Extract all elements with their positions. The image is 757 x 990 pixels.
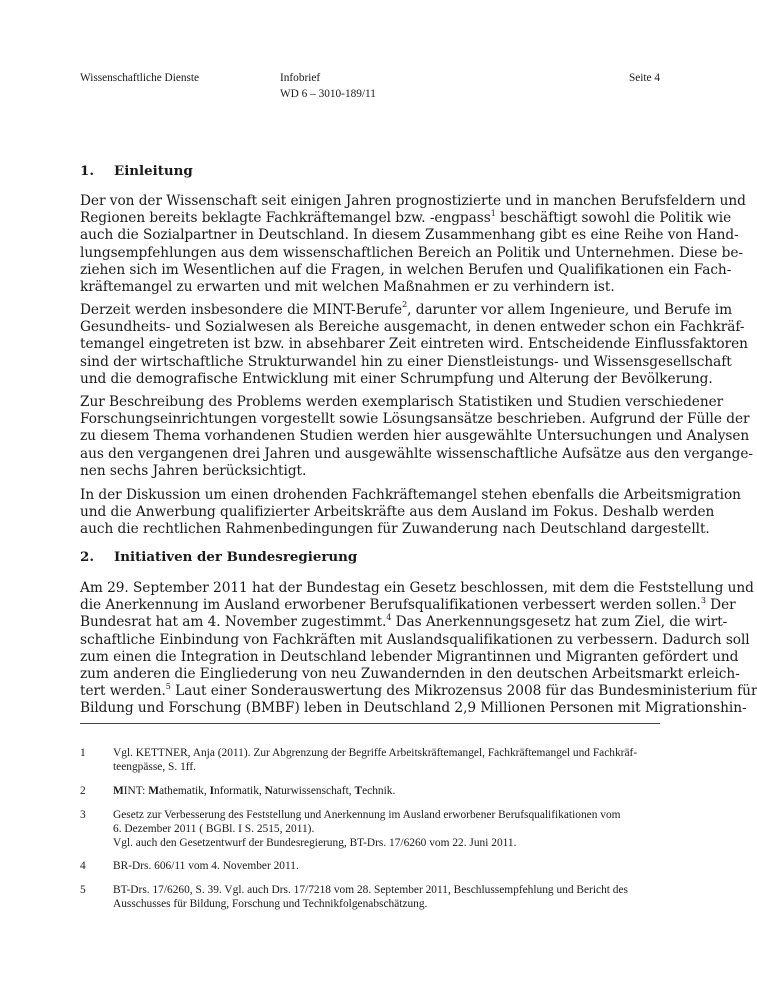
footnote-number: 3 (80, 809, 86, 821)
section-title: Einleitung (114, 163, 193, 179)
header-doc-info (280, 70, 376, 102)
text-line: sind der wirtschaftliche Strukturwandel hin zu einer Dienstleistungs- und Wissensgesellschaft (80, 353, 732, 370)
text-line: temangel eingetreten ist bzw. in absehbarer Zeit eintreten wird. Entscheidende Einflussfaktoren (80, 336, 748, 353)
text-line: lungsempfehlungen aus dem wissenschaftlichen Bereich an Politik und Unternehmen. Diese be- (80, 244, 743, 261)
text-line: Bundesrat hat am 4. November zugestimmt.$^4$ Das Anerkennungsgesetz hat zum Ziel, die wirt- (80, 612, 728, 631)
footnote-1 (80, 746, 660, 774)
footnote-ref[interactable]: 2 (402, 300, 408, 310)
text-line: Am 29. September 2011 hat der Bundestag ein Gesetz beschlossen, mit dem die Feststellung und (80, 580, 754, 596)
text-line: und die Anwerbung qualifizierter Arbeitskräfte aus dem Ausland im Fokus. Deshalb werden (80, 504, 715, 521)
footnote-number: 2 (80, 785, 86, 797)
footnote-divider (80, 723, 660, 724)
text-line: zu diesem Thema vorhandenen Studien werden hier ausgewählte Untersuchungen und Analysen (80, 428, 750, 445)
text-line: und die demografische Entwicklung mit einer Schrumpfung und Alterung der Bevölkerung. (80, 370, 713, 387)
text-line: Gesundheits- und Sozialwesen als Bereiche ausgemacht, in denen entweder schon ein Fachkräf- (80, 319, 745, 336)
footnote-5 (80, 883, 660, 911)
footnote-text: Gesetz zur Verbesserung des Feststellung und Anerkennung im Ausland erworbener Berufsqualifikationen vom 6. Dezember 2011 ( BGBl. I S. 2515, 2011). Vgl. auch den Gesetzentwurf der Bundesregierung, BT-Drs. 17/6260 vom 22. Juni 2011. (113, 809, 621, 850)
footnote-number: 4 (80, 860, 86, 872)
footnote-3 (80, 808, 660, 851)
footnote-number: 1 (80, 747, 86, 759)
footnote-text: BT-Drs. 17/6260, S. 39. Vgl. auch Drs. 17/7218 vom 28. September 2011, Beschlussempfehlung und Bericht des Ausschusses für Bildung, Forschung und Technikfolgenabschätzung. (113, 884, 628, 911)
paragraph-3 (80, 394, 753, 480)
paragraph-4 (80, 487, 741, 539)
text-line: In der Diskussion um einen drohenden Fachkräftemangel stehen ebenfalls die Arbeitsmigration (80, 487, 741, 503)
text-line: aus den vergangenen drei Jahren und ausgewählte wissenschaftliche Aufsätze aus den vergange- (80, 445, 753, 462)
text-line: auch die rechtlichen Rahmenbedingungen für Zuwanderung nach Deutschland dargestellt. (80, 521, 710, 538)
header-page-number: Seite 4 (628, 72, 660, 84)
section-heading-initiativen (80, 549, 357, 565)
text-line: tert werden.$^5$ Laut einer Sonderauswertung des Mikrozensus 2008 für das Bundesministerium für (80, 681, 757, 700)
footnote-text: Vgl. KETTNER, Anja (2011). Zur Abgrenzung der Begriffe Arbeitskräftemangel, Fachkräftemangel und Fachkräf- teengpässe, S. 1ff. (113, 747, 638, 774)
section-title: Initiativen der Bundesregierung (114, 549, 358, 565)
text-line: schaftliche Einbindung von Fachkräften mit Auslandsqualifikationen zu verbessern. Dadurch soll (80, 631, 750, 648)
footnote-2 (80, 784, 660, 798)
section-heading-einleitung (80, 163, 193, 179)
footnote-4 (80, 859, 660, 873)
text-line: auch die Sozialpartner in Deutschland. In diesem Zusammenhang gibt es eine Reihe von Hand- (80, 227, 739, 244)
text-line: Forschungseinrichtungen vorgestellt sowie Lösungsansätze beschrieben. Aufgrund der Fülle der (80, 411, 750, 428)
footnote-number: 5 (80, 884, 86, 896)
footnote-ref[interactable]: 3 (700, 595, 706, 605)
header-doc-type: Infobrief (280, 72, 321, 84)
text-line: die Anerkennung im Ausland erworbener Berufsqualifikationen verbessert werden sollen.$^3$ Der (80, 595, 736, 614)
section-number: 2. (80, 549, 94, 565)
text-line: zum anderen die Eingliederung von neu Zuwandernden in den deutschen Arbeitsmarkt erleich- (80, 666, 740, 683)
footnote-ref[interactable]: 5 (165, 681, 171, 691)
text-line: Der von der Wissenschaft seit einigen Jahren prognostizierte und in manchen Berufsfeldern und (80, 193, 746, 209)
header-doc-number: WD 6 – 3010-189/11 (280, 88, 376, 100)
text-line: kräftemangel zu erwarten und mit welchen Maßnahmen er zu verhindern ist. (80, 279, 615, 296)
text-line: Zur Beschreibung des Problems werden exemplarisch Statistiken und Studien verschiedener (80, 394, 724, 410)
section-number: 1. (80, 163, 94, 179)
paragraph-5 (80, 580, 757, 718)
header-department: Wissenschaftliche Dienste (80, 72, 200, 84)
footnote-ref[interactable]: 1 (490, 208, 496, 218)
text-line: nen sechs Jahren berücksichtigt. (80, 462, 307, 479)
footnote-text: BR-Drs. 606/11 vom 4. November 2011. (113, 860, 299, 872)
text-line: Bildung und Forschung (BMBF) leben in Deutschland 2,9 Millionen Personen mit Migrationshin- (80, 700, 747, 717)
paragraph-2 (80, 300, 748, 388)
footnote-text: MINT: Mathematik, Informatik, Naturwissenschaft, Technik. (113, 785, 396, 797)
text-line: zum einen die Integration in Deutschland lebender Migrantinnen und Migranten gefördert und (80, 648, 739, 665)
text-line: Derzeit werden insbesondere die MINT-Berufe$^2$, darunter vor allem Ingenieure, und Berufe im (80, 300, 733, 318)
paragraph-1 (80, 193, 746, 296)
footnote-ref[interactable]: 4 (386, 612, 392, 622)
text-line: Regionen bereits beklagte Fachkräftemangel bzw. -engpass$^1$ beschäftigt sowohl die Politik wie (80, 208, 732, 227)
text-line: ziehen sich im Wesentlichen auf die Fragen, in welchen Berufen und Qualifikationen ein Fach- (80, 261, 732, 278)
